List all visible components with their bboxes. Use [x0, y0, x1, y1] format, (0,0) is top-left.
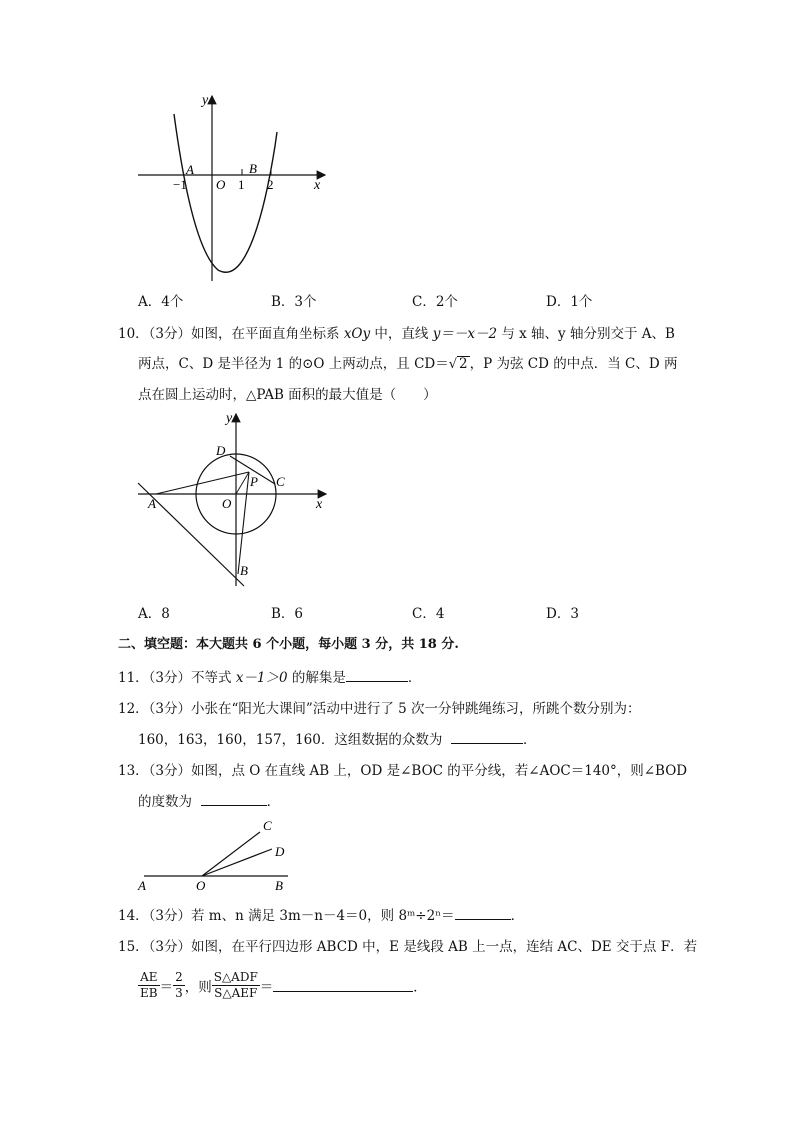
- origin-label: O: [216, 177, 226, 192]
- q9-option-a[interactable]: A．4个: [138, 294, 184, 310]
- q10-option-c[interactable]: C．4: [412, 606, 445, 622]
- label-a: A: [138, 878, 146, 893]
- label-a: A: [148, 496, 156, 511]
- x-axis-label: x: [316, 497, 323, 512]
- q15-answer-blank[interactable]: [273, 979, 413, 992]
- q10-circle-figure: [130, 408, 340, 588]
- q12-line-2: 160，163，160，157，160．这组数据的众数为 ．: [138, 732, 537, 748]
- tick-2-label: 2: [267, 177, 274, 192]
- q9-option-d[interactable]: D．1个: [546, 294, 593, 310]
- point-b-label: B: [249, 161, 257, 176]
- q10-option-a[interactable]: A．8: [138, 606, 170, 622]
- label-c: C: [276, 474, 285, 489]
- q10-option-d[interactable]: D．3: [546, 606, 579, 622]
- fraction-ae-eb: $\frac{AE}{EB}$: [140, 970, 158, 1000]
- x-axis-label: x: [314, 178, 321, 193]
- q11-line: 11．（3分）不等式 x－1＞0 的解集是 ．: [118, 670, 422, 686]
- q13-line-1: 13．（3分）如图，点 O 在直线 AB 上，OD 是∠BOC 的平分线，若∠AOC＝140°，则∠BOD: [118, 763, 688, 779]
- q9-option-b[interactable]: B．3个: [271, 294, 317, 310]
- label-o: O: [222, 496, 232, 511]
- q9-parabola-figure: [130, 88, 340, 288]
- parabola-curve: [174, 114, 277, 272]
- ray-oc: [202, 832, 260, 876]
- q10-option-b[interactable]: B．6: [271, 606, 304, 622]
- label-b: B: [275, 878, 283, 893]
- q9-option-c[interactable]: C．2个: [412, 294, 458, 310]
- q12-line-1: 12．（3分）小张在“阳光大课间”活动中进行了 5 次一分钟跳绳练习，所跳个数分别为：: [118, 701, 641, 717]
- y-axis-label: y: [226, 411, 233, 426]
- label-d: D: [216, 443, 226, 458]
- q10-line-2: 两点，C、D 是半径为 1 的⊙O 上两动点，且 CD＝√ 2 ，P 为弦 CD 的中点．当 C、D 两: [138, 356, 678, 372]
- q14-line: 14．（3分）若 m、n 满足 3m－n－4＝0，则 8ᵐ÷2ⁿ＝ ．: [118, 908, 525, 924]
- section-2-heading: 二、填空题：本大题共 6 个小题，每小题 3 分，共 18 分.: [118, 637, 459, 652]
- label-b: B: [240, 563, 248, 578]
- q12-answer-blank[interactable]: [451, 731, 523, 744]
- q13-angle-figure: [130, 814, 300, 894]
- q10-line-1: 10．（3分）如图，在平面直角坐标系 xOy 中，直线 y＝－x－2 与 x 轴、y 轴分别交于 A、B: [118, 326, 675, 342]
- q15-line-2: $\frac{AE}{EB}$ ＝ $\frac{2}{3}$ ，则 $\frac{\text{S△ADF}}{\text{S△AEF}}$ ＝ ．: [140, 970, 427, 1000]
- tick-1-label: 1: [238, 177, 245, 192]
- q14-answer-blank[interactable]: [455, 907, 511, 920]
- label-o: O: [196, 878, 206, 893]
- label-p: P: [250, 474, 258, 489]
- fraction-two-thirds: $\frac{2}{3}$: [175, 970, 183, 1000]
- q10-line-3: 点在圆上运动时，△PAB 面积的最大值是（ ）: [138, 387, 437, 403]
- fraction-area-ratio: $\frac{\text{S△ADF}}{\text{S△AEF}}$: [213, 970, 258, 1000]
- label-c: C: [263, 818, 272, 833]
- ray-od: [202, 849, 272, 876]
- label-d: D: [275, 844, 285, 859]
- y-axis-label: y: [202, 93, 209, 108]
- tick-neg1-label: −1: [173, 177, 187, 192]
- q15-line-1: 15．（3分）如图，在平行四边形 ABCD 中，E 是线段 AB 上一点，连结 AC、DE 交于点 F．若: [118, 939, 698, 955]
- point-a-label: A: [186, 162, 194, 177]
- q11-answer-blank[interactable]: [346, 669, 408, 682]
- q13-answer-blank[interactable]: [201, 793, 267, 806]
- q13-line-2: 的度数为 ．: [138, 794, 281, 810]
- segment-pa: [156, 472, 249, 494]
